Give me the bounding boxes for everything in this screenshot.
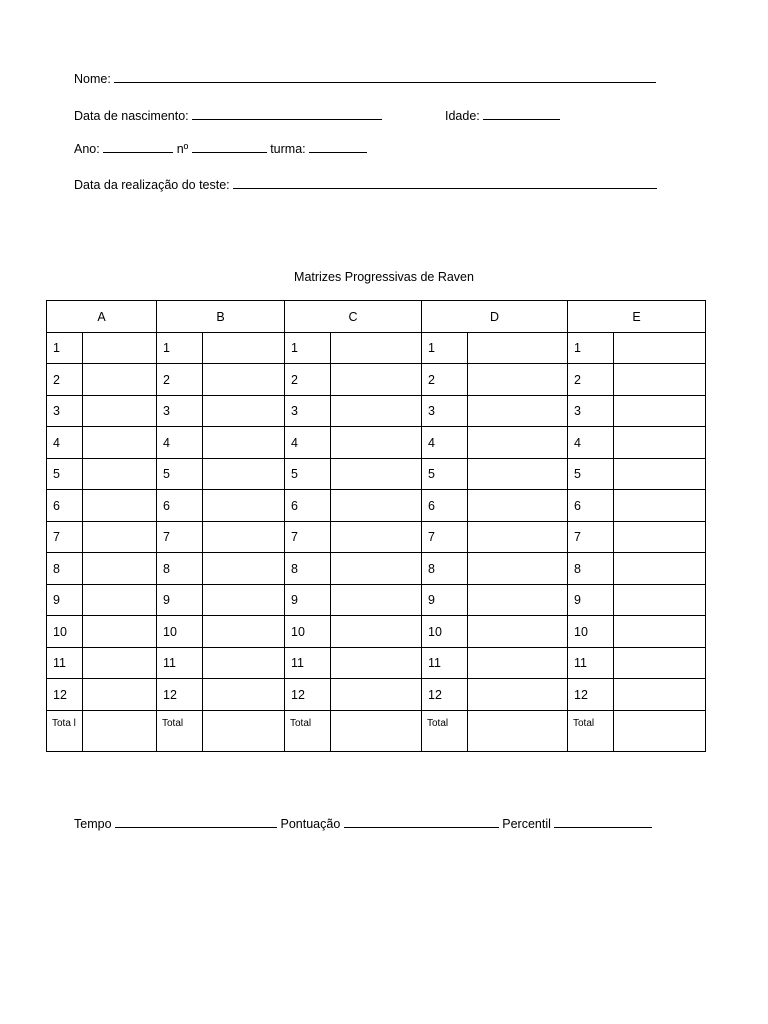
answer-cell-c[interactable] xyxy=(331,616,422,647)
answer-cell-c[interactable] xyxy=(331,364,422,395)
ano-label: Ano: xyxy=(74,142,100,156)
answer-cell-c[interactable] xyxy=(331,395,422,426)
table-row xyxy=(47,616,706,647)
nome-field[interactable] xyxy=(114,70,656,83)
answer-cell-a[interactable] xyxy=(83,521,157,552)
data-nascimento-line xyxy=(74,107,382,123)
item-number-b: 9 xyxy=(157,584,203,615)
item-number-a: 8 xyxy=(47,553,83,584)
data-nascimento-label: Data de nascimento: xyxy=(74,109,189,123)
item-number-a: 1 xyxy=(47,333,83,364)
item-number-d: 2 xyxy=(422,364,468,395)
item-number-c: 6 xyxy=(285,490,331,521)
item-number-e: 2 xyxy=(568,364,614,395)
nome-label: Nome: xyxy=(74,72,111,86)
item-number-a: 7 xyxy=(47,521,83,552)
answer-cell-a[interactable] xyxy=(83,333,157,364)
answer-cell-d[interactable] xyxy=(468,616,568,647)
item-number-a: 2 xyxy=(47,364,83,395)
answer-cell-c[interactable] xyxy=(331,427,422,458)
item-number-b: 3 xyxy=(157,395,203,426)
answer-cell-e[interactable] xyxy=(614,395,706,426)
item-number-b: 6 xyxy=(157,490,203,521)
answer-cell-b[interactable] xyxy=(203,647,285,678)
item-number-d: 7 xyxy=(422,521,468,552)
item-number-a: 4 xyxy=(47,427,83,458)
table-row xyxy=(47,364,706,395)
item-number-c: 5 xyxy=(285,458,331,489)
column-header-c: C xyxy=(285,301,422,333)
data-nascimento-field[interactable] xyxy=(192,107,382,120)
table-row xyxy=(47,458,706,489)
total-label-a: Tota l xyxy=(47,710,83,751)
column-header-a: A xyxy=(47,301,157,333)
answer-cell-a[interactable] xyxy=(83,647,157,678)
total-cell-c[interactable] xyxy=(331,710,422,751)
answer-cell-e[interactable] xyxy=(614,333,706,364)
answer-cell-e[interactable] xyxy=(614,616,706,647)
footer-line xyxy=(74,815,652,831)
total-label-e: Total xyxy=(568,710,614,751)
item-number-e: 4 xyxy=(568,427,614,458)
item-number-b: 1 xyxy=(157,333,203,364)
ano-field[interactable] xyxy=(103,140,173,153)
item-number-b: 5 xyxy=(157,458,203,489)
item-number-a: 10 xyxy=(47,616,83,647)
tempo-field[interactable] xyxy=(115,815,277,828)
item-number-d: 11 xyxy=(422,647,468,678)
item-number-d: 8 xyxy=(422,553,468,584)
item-number-b: 8 xyxy=(157,553,203,584)
item-number-a: 5 xyxy=(47,458,83,489)
item-number-d: 5 xyxy=(422,458,468,489)
total-label-c: Total xyxy=(285,710,331,751)
item-number-e: 12 xyxy=(568,679,614,710)
table-row xyxy=(47,584,706,615)
item-number-a: 12 xyxy=(47,679,83,710)
percentil-label: Percentil xyxy=(502,817,551,831)
item-number-c: 8 xyxy=(285,553,331,584)
item-number-d: 3 xyxy=(422,395,468,426)
data-teste-label: Data da realização do teste: xyxy=(74,178,230,192)
item-number-c: 10 xyxy=(285,616,331,647)
answer-cell-d[interactable] xyxy=(468,395,568,426)
item-number-b: 11 xyxy=(157,647,203,678)
total-row xyxy=(47,710,706,751)
answer-cell-a[interactable] xyxy=(83,395,157,426)
answer-cell-d[interactable] xyxy=(468,490,568,521)
table-row xyxy=(47,395,706,426)
answer-cell-b[interactable] xyxy=(203,364,285,395)
idade-label: Idade: xyxy=(445,109,480,123)
data-teste-line xyxy=(74,176,657,192)
item-number-b: 10 xyxy=(157,616,203,647)
answer-cell-c[interactable] xyxy=(331,584,422,615)
column-header-e: E xyxy=(568,301,706,333)
answer-cell-d[interactable] xyxy=(468,333,568,364)
numero-label: nº xyxy=(176,142,189,156)
item-number-e: 5 xyxy=(568,458,614,489)
answer-cell-b[interactable] xyxy=(203,490,285,521)
item-number-c: 4 xyxy=(285,427,331,458)
answer-cell-e[interactable] xyxy=(614,364,706,395)
idade-field[interactable] xyxy=(483,107,560,120)
total-cell-e[interactable] xyxy=(614,710,706,751)
item-number-c: 7 xyxy=(285,521,331,552)
answer-cell-b[interactable] xyxy=(203,427,285,458)
total-label-b: Total xyxy=(157,710,203,751)
table-row xyxy=(47,647,706,678)
item-number-c: 12 xyxy=(285,679,331,710)
page-title: Matrizes Progressivas de Raven xyxy=(294,270,474,284)
tempo-label: Tempo xyxy=(74,817,112,831)
item-number-d: 1 xyxy=(422,333,468,364)
item-number-e: 11 xyxy=(568,647,614,678)
percentil-field[interactable] xyxy=(554,815,652,828)
answer-cell-b[interactable] xyxy=(203,521,285,552)
answer-cell-d[interactable] xyxy=(468,584,568,615)
answer-cell-e[interactable] xyxy=(614,553,706,584)
item-number-e: 7 xyxy=(568,521,614,552)
answer-cell-e[interactable] xyxy=(614,647,706,678)
item-number-a: 6 xyxy=(47,490,83,521)
item-number-e: 8 xyxy=(568,553,614,584)
answer-cell-b[interactable] xyxy=(203,395,285,426)
item-number-c: 2 xyxy=(285,364,331,395)
table-row xyxy=(47,427,706,458)
pontuacao-field[interactable] xyxy=(344,815,499,828)
answer-cell-c[interactable] xyxy=(331,490,422,521)
item-number-b: 12 xyxy=(157,679,203,710)
table-row xyxy=(47,490,706,521)
item-number-a: 9 xyxy=(47,584,83,615)
item-number-c: 1 xyxy=(285,333,331,364)
column-header-b: B xyxy=(157,301,285,333)
answer-cell-a[interactable] xyxy=(83,427,157,458)
item-number-d: 10 xyxy=(422,616,468,647)
item-number-e: 9 xyxy=(568,584,614,615)
answer-cell-d[interactable] xyxy=(468,679,568,710)
table-row xyxy=(47,679,706,710)
answer-cell-c[interactable] xyxy=(331,333,422,364)
item-number-d: 4 xyxy=(422,427,468,458)
answer-cell-c[interactable] xyxy=(331,458,422,489)
answer-cell-e[interactable] xyxy=(614,679,706,710)
answer-cell-a[interactable] xyxy=(83,490,157,521)
answer-cell-b[interactable] xyxy=(203,584,285,615)
total-cell-d[interactable] xyxy=(468,710,568,751)
answer-cell-a[interactable] xyxy=(83,679,157,710)
answer-cell-b[interactable] xyxy=(203,333,285,364)
answer-cell-b[interactable] xyxy=(203,553,285,584)
answer-cell-d[interactable] xyxy=(468,427,568,458)
table-row xyxy=(47,553,706,584)
item-number-e: 1 xyxy=(568,333,614,364)
answer-cell-a[interactable] xyxy=(83,584,157,615)
total-cell-a[interactable] xyxy=(83,710,157,751)
answer-cell-d[interactable] xyxy=(468,553,568,584)
column-header-row xyxy=(47,301,706,333)
answer-cell-c[interactable] xyxy=(331,679,422,710)
answer-cell-b[interactable] xyxy=(203,616,285,647)
total-label-d: Total xyxy=(422,710,468,751)
item-number-c: 3 xyxy=(285,395,331,426)
answer-cell-e[interactable] xyxy=(614,490,706,521)
answer-cell-e[interactable] xyxy=(614,458,706,489)
item-number-c: 9 xyxy=(285,584,331,615)
item-number-b: 4 xyxy=(157,427,203,458)
item-number-b: 2 xyxy=(157,364,203,395)
item-number-e: 3 xyxy=(568,395,614,426)
item-number-d: 12 xyxy=(422,679,468,710)
answer-cell-e[interactable] xyxy=(614,521,706,552)
item-number-a: 3 xyxy=(47,395,83,426)
answer-cell-c[interactable] xyxy=(331,647,422,678)
ano-line xyxy=(74,140,367,156)
answer-cell-c[interactable] xyxy=(331,521,422,552)
answer-cell-b[interactable] xyxy=(203,679,285,710)
answer-cell-e[interactable] xyxy=(614,427,706,458)
answer-cell-e[interactable] xyxy=(614,584,706,615)
answer-cell-a[interactable] xyxy=(83,616,157,647)
total-cell-b[interactable] xyxy=(203,710,285,751)
answer-cell-b[interactable] xyxy=(203,458,285,489)
item-number-b: 7 xyxy=(157,521,203,552)
item-number-e: 10 xyxy=(568,616,614,647)
numero-field[interactable] xyxy=(192,140,267,153)
turma-field[interactable] xyxy=(309,140,367,153)
answer-cell-d[interactable] xyxy=(468,521,568,552)
item-number-d: 6 xyxy=(422,490,468,521)
nome-line xyxy=(74,70,656,86)
table-row xyxy=(47,521,706,552)
answer-cell-c[interactable] xyxy=(331,553,422,584)
answer-cell-d[interactable] xyxy=(468,364,568,395)
item-number-a: 11 xyxy=(47,647,83,678)
column-header-d: D xyxy=(422,301,568,333)
answer-cell-a[interactable] xyxy=(83,553,157,584)
item-number-d: 9 xyxy=(422,584,468,615)
answer-cell-a[interactable] xyxy=(83,458,157,489)
data-teste-field[interactable] xyxy=(233,176,657,189)
pontuacao-label: Pontuação xyxy=(280,817,341,831)
answer-grid xyxy=(46,300,706,752)
answer-cell-a[interactable] xyxy=(83,364,157,395)
answer-cell-d[interactable] xyxy=(468,458,568,489)
turma-label: turma: xyxy=(270,142,306,156)
idade-line xyxy=(445,107,560,123)
answer-cell-d[interactable] xyxy=(468,647,568,678)
item-number-c: 11 xyxy=(285,647,331,678)
table-row xyxy=(47,333,706,364)
item-number-e: 6 xyxy=(568,490,614,521)
